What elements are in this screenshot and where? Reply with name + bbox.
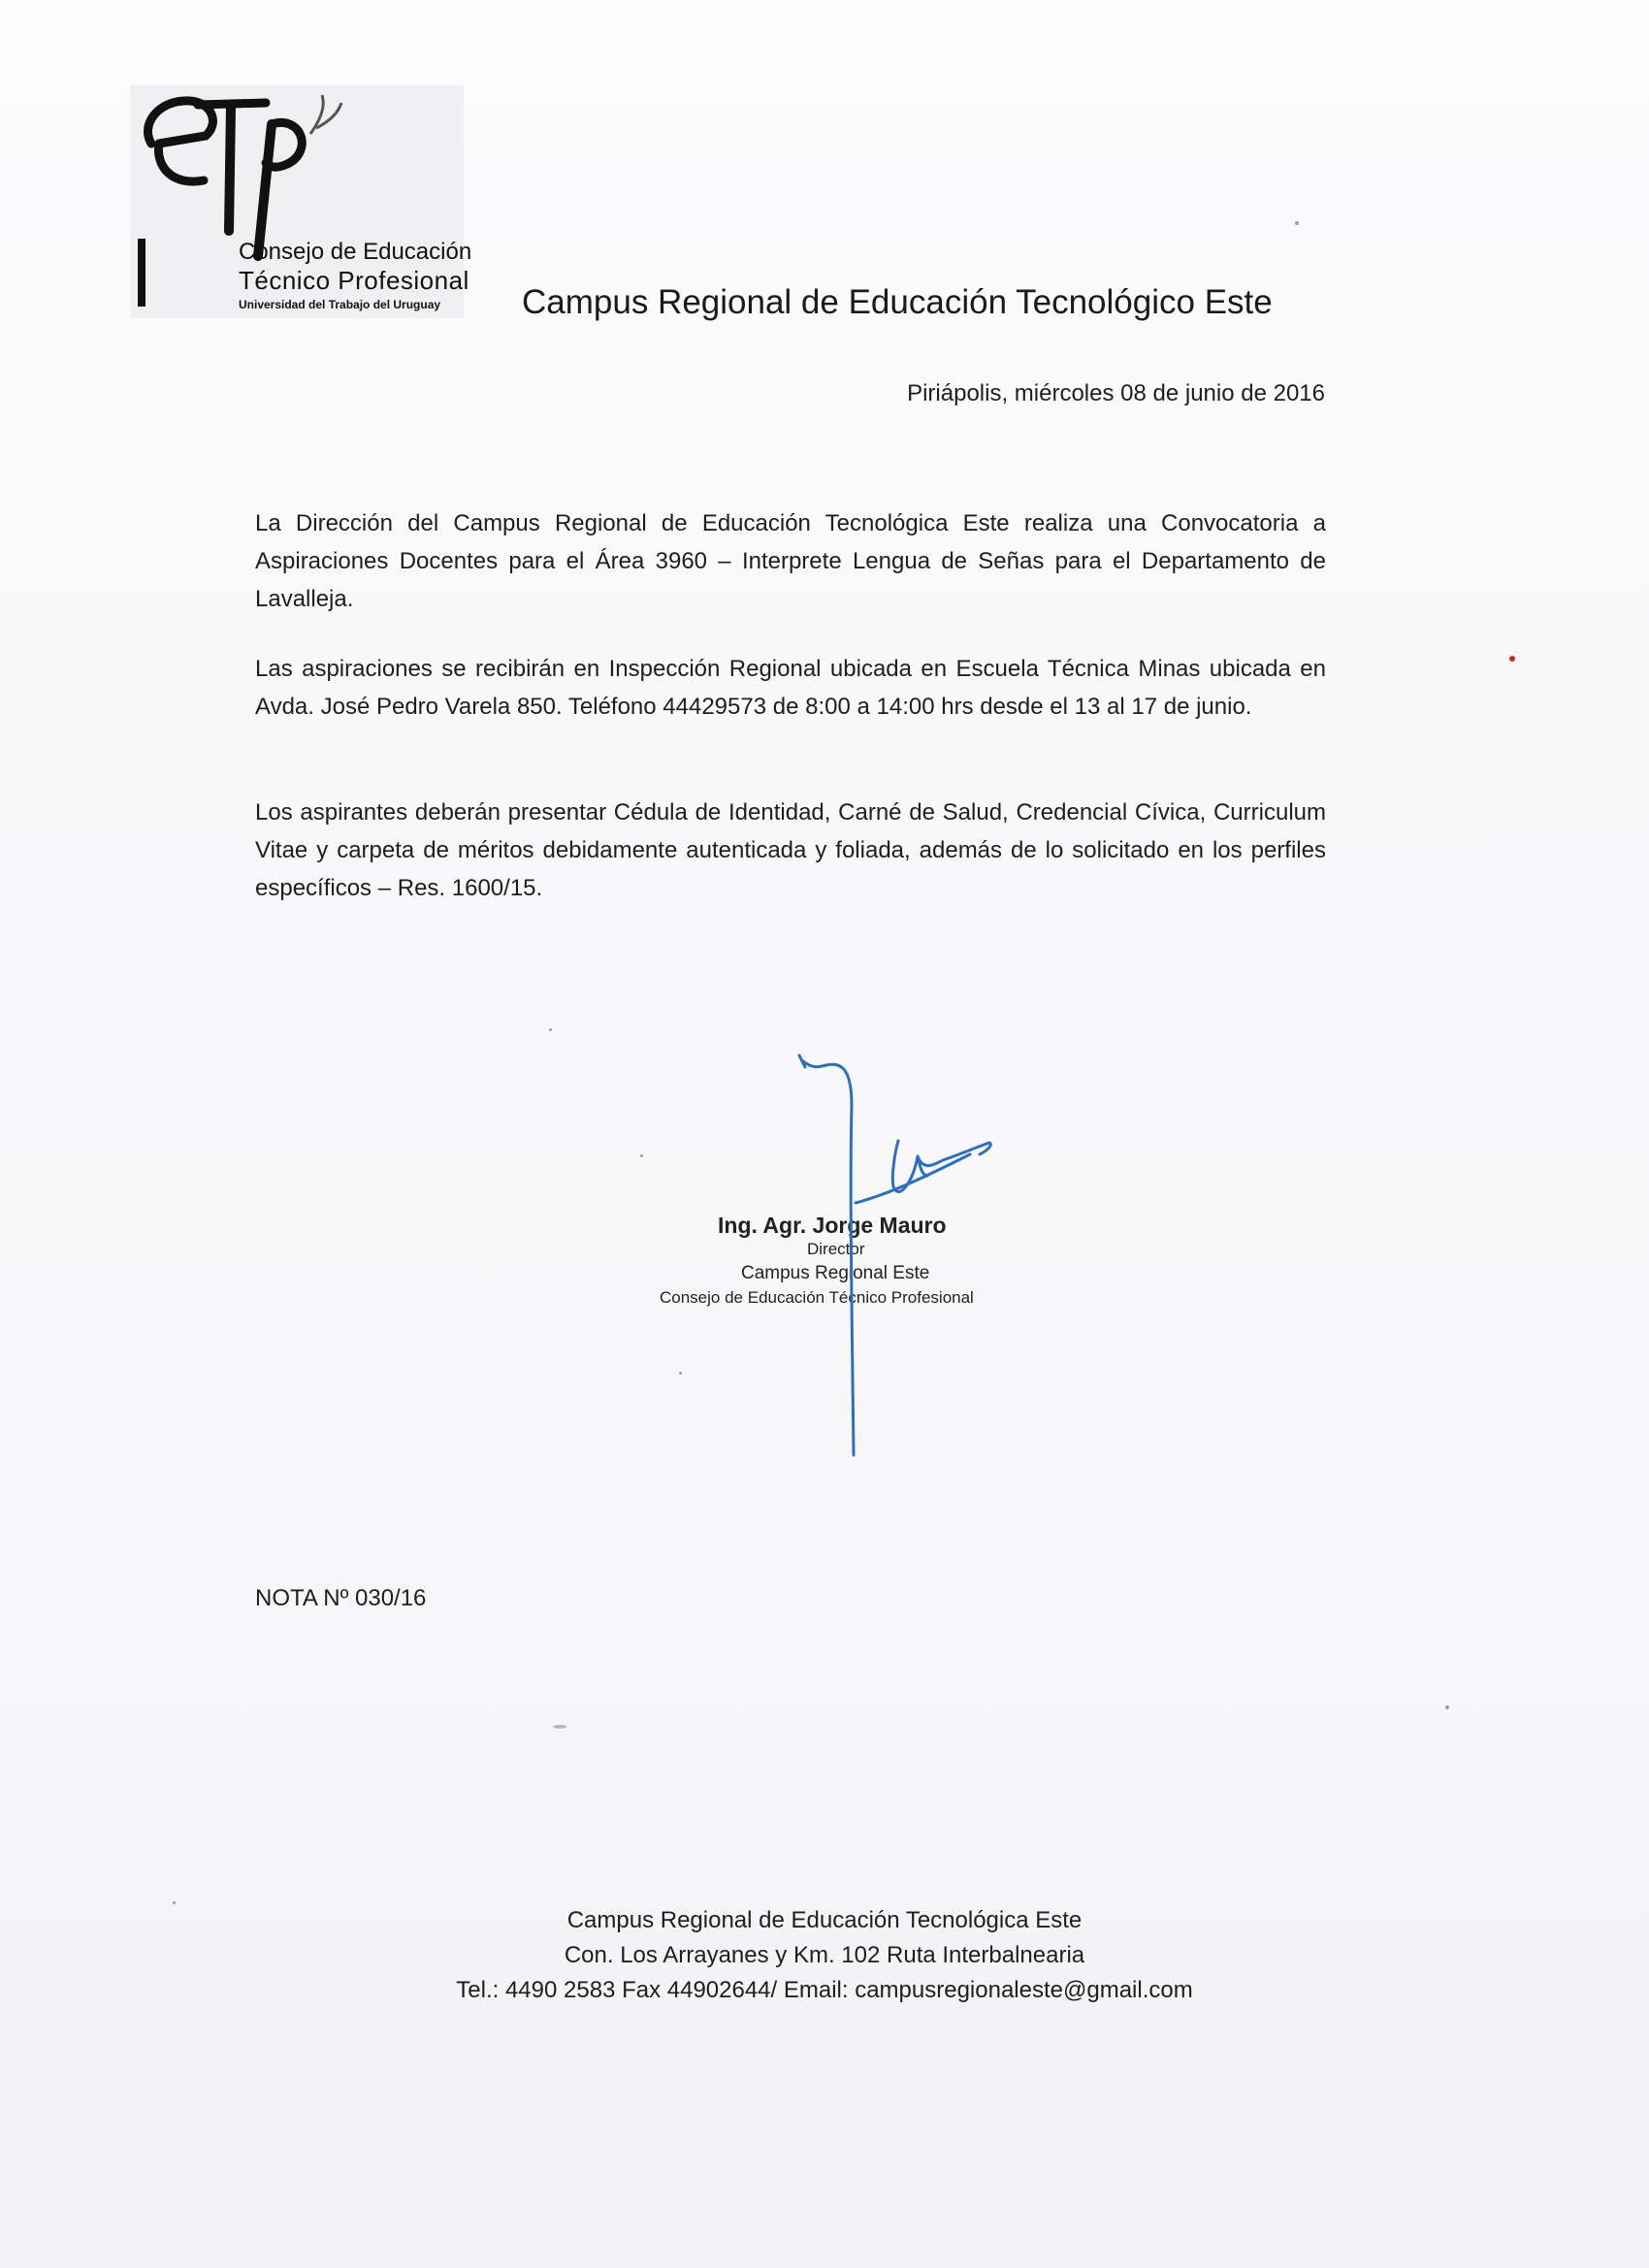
note-number: NOTA Nº 030/16 [255, 1585, 427, 1611]
scan-speck [1445, 1705, 1449, 1709]
scan-speck [173, 1901, 176, 1904]
cetp-logo [130, 85, 472, 318]
logo-text-university: Universidad del Trabajo del Uruguay [239, 298, 441, 311]
signer-campus: Campus Regional Este [741, 1263, 930, 1283]
handwritten-signature [640, 1048, 1086, 1474]
signer-name: Ing. Agr. Jorge Mauro [718, 1213, 947, 1238]
footer-contact: Tel.: 4490 2583 Fax 44902644/ Email: campusregionaleste@gmail.com [456, 1977, 1193, 2003]
paragraph-requirements: Los aspirantes deberán presentar Cédula de Identidad, Carné de Salud, Credencial Cívica, Curriculum Vitae y carpeta de méritos debidamente autenticada y foliada, además de lo solicitado en los perfiles específicos – Res. 1600/15. [255, 799, 1326, 901]
letterhead-title: Campus Regional de Educación Tecnológico Este [522, 283, 1273, 321]
scan-speck [679, 1372, 682, 1375]
scan-speck [1295, 221, 1299, 225]
logo-text-council: Consejo de Educación [239, 239, 472, 265]
scan-speck [640, 1154, 643, 1157]
scan-speck [1509, 656, 1515, 662]
date-line: Piriápolis, miércoles 08 de junio de 2016 [907, 380, 1325, 406]
paragraph-call: La Dirección del Campus Regional de Educación Tecnológica Este realiza una Convocatoria a Aspiraciones Docentes para el Área 3960 – Interprete Lengua de Señas para el Departamento de Lavalleja. [255, 510, 1326, 612]
signer-council: Consejo de Educación Técnico Profesional [660, 1288, 974, 1307]
scan-speck [553, 1725, 566, 1729]
signer-role: Director [807, 1240, 865, 1258]
footer-address: Con. Los Arrayanes y Km. 102 Ruta Interbalnearia [564, 1942, 1085, 1968]
paragraph-reception: Las aspiraciones se recibirán en Inspección Regional ubicada en Escuela Técnica Minas ubicada en Avda. José Pedro Varela 850. Teléfono 44429573 de 8:00 a 14:00 hrs desde el 13 al 17 de junio. [255, 656, 1326, 720]
logo-text-technical: Técnico Profesional [239, 266, 469, 295]
signature-block [640, 1048, 1086, 1474]
letter-footer [0, 1903, 1649, 2008]
footer-institution: Campus Regional de Educación Tecnológica Este [566, 1907, 1083, 1933]
scan-speck [549, 1028, 552, 1031]
